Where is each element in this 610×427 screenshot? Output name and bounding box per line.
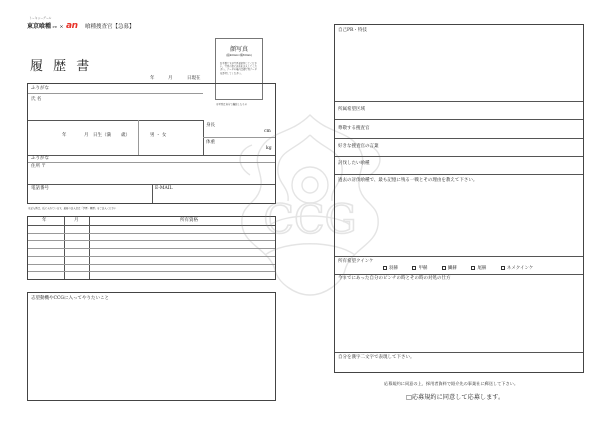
sex-select[interactable]: 男 ・ 女 (150, 133, 167, 138)
date-month: 月 (168, 76, 173, 81)
photo-footnote: ※写真は自分で撮影したもの (216, 103, 248, 106)
quinque-option[interactable]: 甲赫 (412, 266, 427, 271)
photo-title: 顔写真 (229, 46, 248, 53)
phone-label: 電話番号 (31, 186, 49, 191)
furigana-label: ふりがな (31, 86, 49, 91)
history-row[interactable] (28, 240, 275, 248)
brand-ruby: トーキョーグール (29, 16, 52, 20)
quinque-option[interactable]: 尾赫 (471, 266, 486, 271)
terms-text: 応募規約に同意の上、採用者資料で紹介先の事業社に郵送して下さい。 (384, 381, 519, 386)
quinque-label: 所有希望クインケ (338, 259, 374, 264)
resume-note: ※記入例は、仮に入れています。最新の記入者は「学歴・職歴」をご記入ください (28, 207, 117, 210)
weight-unit: kg (266, 146, 272, 151)
pr-label: 自己PR・特技 (338, 28, 367, 33)
campaign-title: 喰種捜査官【急募】 (84, 24, 135, 30)
history-header-month: 月 (74, 218, 79, 223)
memory-label: 過去の討伐喰種で、最も記憶に残る一戦とその理由を教えて下さい。 (338, 178, 478, 183)
kanji-label: 自分を漢字二文字で表現して下さい。 (338, 355, 415, 360)
quinque-option[interactable]: 羽赫 (383, 266, 398, 271)
pinch-label: 今までにあった自分のピンチの時とその時の対処の仕方 (338, 276, 451, 281)
history-table (27, 216, 276, 280)
name-label: 氏 名 (31, 97, 42, 102)
checkbox-icon (383, 266, 387, 270)
history-row[interactable] (28, 233, 275, 241)
agree-checkbox[interactable]: □応募規約に同意して応募します。 (406, 394, 505, 401)
birth-day: 日生（満 (93, 133, 111, 138)
personal-info-box (27, 83, 276, 204)
history-header-year: 年 (42, 218, 47, 223)
history-row[interactable] (28, 248, 275, 256)
height-label: 身長 (206, 123, 215, 128)
officer-label: 尊敬する捜査官 (338, 126, 370, 131)
address-field[interactable] (48, 163, 273, 183)
right-form (334, 24, 584, 373)
watermark-letters: CCG (263, 197, 357, 243)
checkbox-icon (442, 266, 446, 270)
brand-header (27, 16, 135, 31)
photo-size: (縦40mm×横30mm) (226, 54, 252, 57)
quinque-options (383, 265, 533, 271)
resume-title: 履 歴 書 (30, 59, 93, 74)
date-day: 日現在 (187, 76, 201, 81)
quinque-option[interactable]: ネメクインケ (501, 266, 534, 271)
weight-label: 体重 (206, 140, 215, 145)
ghoul-label: 討伐したい喰種 (338, 161, 370, 166)
history-header-content: 所有資格 (180, 218, 198, 223)
birth-year: 年 (62, 133, 67, 138)
checkbox-icon (501, 266, 505, 270)
history-row[interactable] (28, 256, 275, 264)
checkbox-icon (471, 266, 475, 270)
quote-label: 好きな捜査官の言葉 (338, 144, 379, 149)
name-field[interactable] (53, 94, 201, 119)
times-sign: × (59, 24, 64, 30)
birth-month: 月 (84, 133, 89, 138)
brand-main: 東京喰種 (27, 23, 52, 30)
dept-label: 所属希望区域 (338, 107, 365, 112)
history-row[interactable] (28, 264, 275, 272)
birth-age: 歳） (121, 133, 130, 138)
date-year: 年 (150, 76, 155, 81)
history-row[interactable] (28, 225, 275, 233)
history-row[interactable] (28, 271, 275, 279)
motivation-label: 志望動機やCCGに入ってやりたいこと (31, 296, 109, 301)
email-label: E-MAIL (155, 186, 173, 191)
photo-note: お手数ですが写真を貼付してください。写真の裏に氏名を記入してください。データの場合は顔写真データを添付してください。 (220, 62, 257, 75)
brand-suffix: :re (52, 25, 57, 29)
furigana2-label: ふりがな (31, 156, 49, 161)
quinque-option[interactable]: 鱗赫 (442, 266, 457, 271)
address-label: 住所 〒 (31, 164, 46, 169)
height-unit: cm (264, 129, 271, 134)
brand-logo-an: an (66, 21, 78, 31)
motivation-box[interactable] (27, 292, 276, 401)
checkbox-icon (412, 266, 416, 270)
